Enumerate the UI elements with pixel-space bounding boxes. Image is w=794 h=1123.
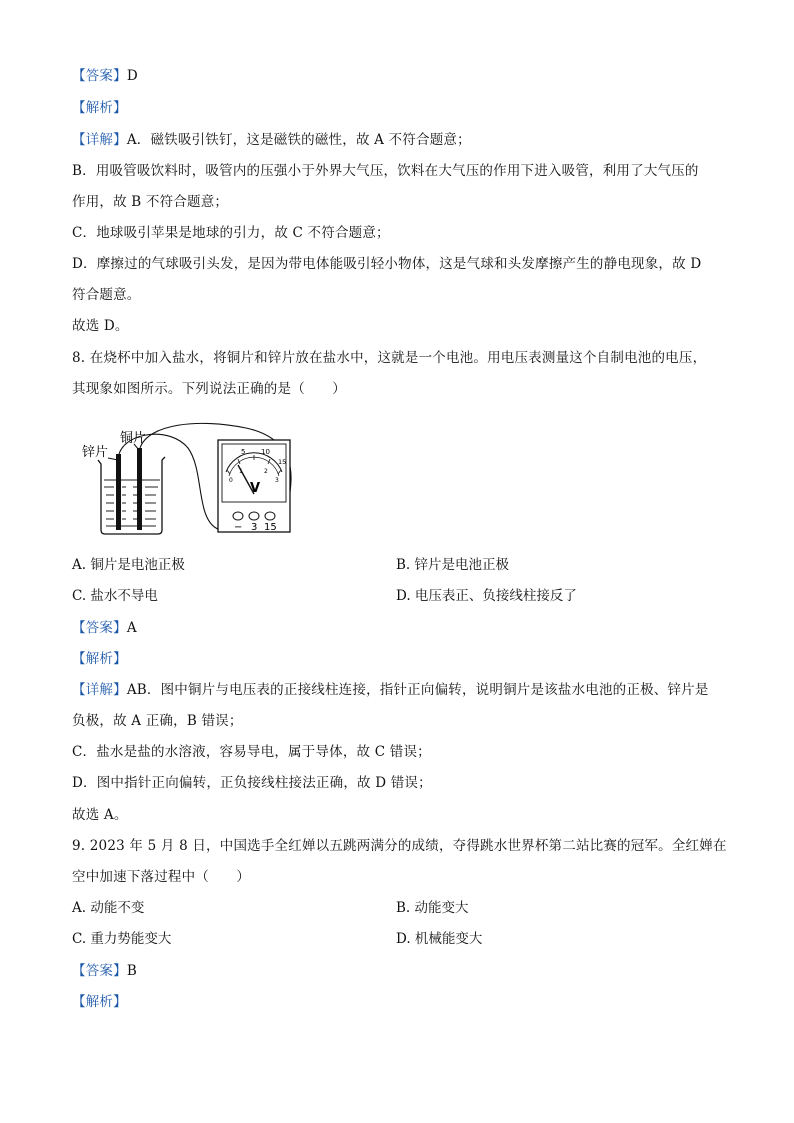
q7-detail-line-5: D．摩擦过的气球吸引头发，是因为带电体能吸引轻小物体，这是气球和头发摩擦产生的静电现象，故 D bbox=[72, 256, 702, 272]
q8-option-a: A. 铜片是电池正极 bbox=[72, 557, 185, 573]
q8-answer bbox=[72, 618, 137, 638]
q7-conclusion: 故选 D。 bbox=[72, 318, 129, 334]
terminal-label-negative: − bbox=[234, 522, 243, 533]
q8-conclusion: 故选 A。 bbox=[72, 807, 128, 823]
copper-plate bbox=[137, 448, 142, 530]
answer-value: D bbox=[126, 68, 138, 84]
terminal-label-15: 15 bbox=[264, 522, 277, 533]
scale-inner-3: 3 bbox=[275, 477, 279, 484]
answer-value: A bbox=[126, 620, 137, 636]
q9-option-d: D. 机械能变大 bbox=[396, 931, 483, 947]
q8-option-c: C. 盐水不导电 bbox=[72, 588, 158, 604]
detail-tag: 【详解】 bbox=[72, 682, 127, 698]
q8-analysis-heading bbox=[72, 649, 127, 669]
analysis-tag: 【解析】 bbox=[72, 651, 127, 667]
scale-end-15: 15 bbox=[278, 458, 287, 466]
scale-inner-0: 0 bbox=[229, 477, 233, 484]
answer-tag: 【答案】 bbox=[72, 620, 127, 636]
zinc-plate bbox=[116, 454, 121, 530]
q9-option-c: C. 重力势能变大 bbox=[72, 931, 172, 947]
salt-water bbox=[104, 480, 160, 526]
copper-label: 铜片 bbox=[120, 431, 147, 446]
detail-tag: 【详解】 bbox=[72, 132, 127, 148]
scale-inner-2: 2 bbox=[264, 468, 268, 475]
q8-detail-line-1 bbox=[72, 680, 709, 700]
q7-detail-line-2: B．用吸管吸饮料时，吸管内的压强小于外界大气压，饮料在大气压的作用下进入吸管，利用了大气压的 bbox=[72, 163, 699, 179]
q7-detail-line-3: 作用，故 B 不符合题意； bbox=[72, 194, 229, 210]
q8-detail-text: AB．图中铜片与电压表的正接线柱连接，指针正向偏转，说明铜片是该盐水电池的正极、锌片是 bbox=[126, 682, 709, 698]
q9-analysis-heading bbox=[72, 992, 127, 1012]
q9-stem-line-2: 空中加速下落过程中（ ） bbox=[72, 869, 251, 885]
q8-detail-line-2: 负极，故 A 正确，B 错误； bbox=[72, 713, 243, 729]
q9-answer bbox=[72, 961, 137, 981]
q8-stem-line-1: 8. 在烧杯中加入盐水，将铜片和锌片放在盐水中，这就是一个电池。用电压表测量这个自制电池的电压， bbox=[72, 350, 707, 366]
q7-detail-line-4: C．地球吸引苹果是地球的引力，故 C 不符合题意； bbox=[72, 225, 390, 241]
answer-tag: 【答案】 bbox=[72, 68, 127, 84]
voltmeter bbox=[218, 440, 290, 533]
terminal-negative bbox=[233, 512, 243, 520]
q7-detail-line-6: 符合题意。 bbox=[72, 287, 141, 303]
scale-top-5: 5 bbox=[241, 448, 246, 456]
scale-inner-1: 1 bbox=[239, 468, 243, 475]
q8-detail-line-4: D．图中指针正向偏转，正负接线柱接法正确，故 D 错误； bbox=[72, 775, 432, 791]
q7-detail-line-1 bbox=[72, 130, 471, 150]
q7-analysis-heading bbox=[72, 98, 127, 118]
q9-option-b: B. 动能变大 bbox=[396, 900, 469, 916]
q7-detail-text: A．磁铁吸引铁钉，这是磁铁的磁性，故 A 不符合题意； bbox=[126, 132, 471, 148]
q8-detail-line-3: C．盐水是盐的水溶液，容易导电，属于导体，故 C 错误； bbox=[72, 744, 431, 760]
q9-option-a: A. 动能不变 bbox=[72, 900, 145, 916]
analysis-tag: 【解析】 bbox=[72, 994, 127, 1010]
answer-tag: 【答案】 bbox=[72, 963, 127, 979]
q9-stem-line-1: 9. 2023 年 5 月 8 日，中国选手全红婵以五跳两满分的成绩，夺得跳水世界杯第二站比赛的冠军。全红婵在 bbox=[72, 838, 727, 854]
meter-symbol: V bbox=[250, 481, 261, 496]
q8-option-b: B. 锌片是电池正极 bbox=[396, 557, 510, 573]
q7-answer bbox=[72, 66, 138, 86]
q8-option-d: D. 电压表正、负接线柱接反了 bbox=[396, 588, 577, 604]
battery-voltmeter-figure bbox=[78, 420, 298, 548]
q8-stem-line-2: 其现象如图所示。下列说法正确的是（ ） bbox=[72, 381, 346, 397]
scale-top-10: 10 bbox=[261, 448, 270, 456]
zinc-label: 锌片 bbox=[82, 445, 109, 460]
terminal-3v bbox=[249, 512, 259, 520]
terminal-15v bbox=[265, 512, 275, 520]
answer-value: B bbox=[126, 963, 137, 979]
analysis-tag: 【解析】 bbox=[72, 100, 127, 116]
terminal-label-3: 3 bbox=[251, 522, 258, 533]
